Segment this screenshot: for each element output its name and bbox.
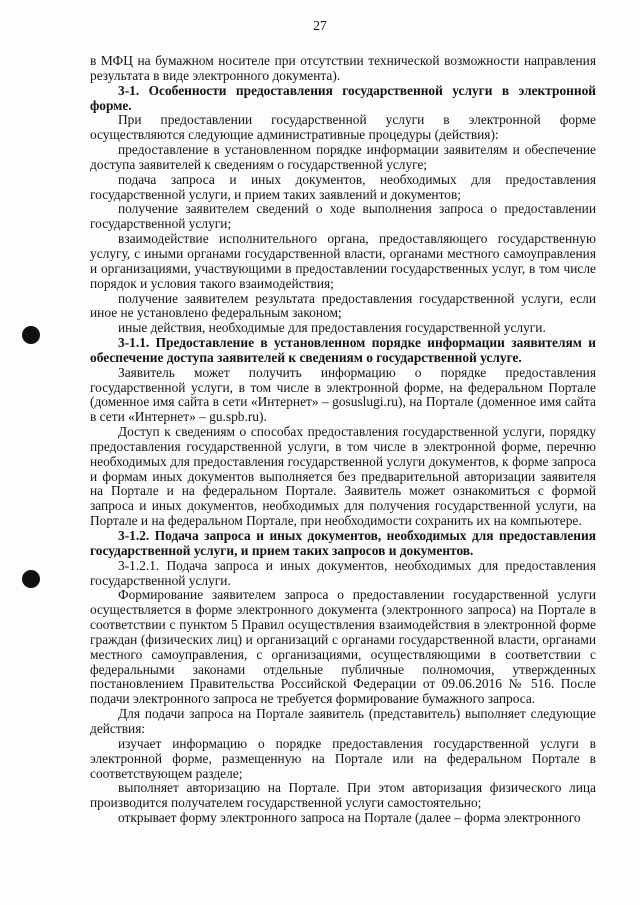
paragraph: получение заявителем сведений о ходе выполнения запроса о предоставлении государственной услуги; <box>90 201 596 232</box>
punch-hole-bottom <box>22 570 40 588</box>
page-number: 27 <box>313 18 327 33</box>
paragraph: Формирование заявителем запроса о предоставлении государственной услуги осуществляется в форме электронного документа (электронного запроса) на Портале в соответствии с пунктом 5 Правил осуществления взаимодействия в электронной форме граждан (физических лиц) и организаций с органами государственной власти, органами местного самоуправления, с организациями, осуществляющими в соответствии с федеральными законами отдельные публичные полномочия, утвержденных постановлением Правительства Российской Федерации от 09.06.2016 № 516. После подачи электронного запроса не требуется формирование бумажного запроса. <box>90 587 596 707</box>
paragraph: Доступ к сведениям о способах предоставления государственной услуги, порядку предоставления государственной услуги, в том числе в электронной форме, перечню необходимых для предоставления государственной услуги документов, к форме запроса и формам иных документов выполняется без предварительной авторизации заявителя на Портале и на федеральном Портале. Заявитель может ознакомиться с формой запроса и иных документов, необходимых для получения государственной услуги, на Портале и на федеральном Портале, при необходимости сохранить их на компьютере. <box>90 424 596 529</box>
paragraph: иные действия, необходимые для предоставления государственной услуги. <box>118 320 546 336</box>
paragraph: Для подачи запроса на Портале заявитель (представитель) выполняет следующие действия: <box>90 706 596 736</box>
paragraph: 3-1.2. Подача запроса и иных документов, необходимых для предоставления государственной услуги, и прием таких запросов и документов. <box>90 528 596 558</box>
paragraph: изучает информацию о порядке предоставления государственной услуги в электронной форме, размещенную на Портале или на федеральном Портале в соответствующем разделе; <box>90 735 596 781</box>
punch-hole-top <box>22 326 40 344</box>
paragraph: 3-1.2.1. Подача запроса и иных документов, необходимых для предоставления государственной услуги. <box>90 557 596 588</box>
paragraph: открывает форму электронного запроса на Портале (далее – форма электронного <box>118 810 581 826</box>
paragraph: Заявитель может получить информацию о порядке предоставления государственной услуги, в том числе в электронной форме, на федеральном Портале (доменное имя сайта в сети «Интернет» – gosuslugi.ru), на Портале (доменное имя сайта в сети «Интернет» – gu.spb.ru). <box>90 364 596 425</box>
paragraph: подача запроса и иных документов, необходимых для предоставления государственной услуги, и прием таких заявлений и документов; <box>90 171 596 202</box>
paragraph: в МФЦ на бумажном носителе при отсутствии технической возможности направления результата в виде электронного документа). <box>90 53 596 83</box>
paragraph: получение заявителем результата предоставления государственной услуги, если иное не установлено федеральным законом; <box>90 290 596 321</box>
paragraph: 3-1. Особенности предоставления государственной услуги в электронной форме. <box>90 82 596 113</box>
document-body <box>90 54 596 826</box>
paragraph: 3-1.1. Предоставление в установленном порядке информации заявителям и обеспечение доступа заявителей к сведениям о государственной услуге. <box>90 335 596 365</box>
paragraph: При предоставлении государственной услуги в электронной форме осуществляются следующие административные процедуры (действия): <box>90 112 596 143</box>
paragraph: выполняет авторизацию на Портале. При этом авторизация физического лица производится получателем государственной услуги самостоятельно; <box>90 780 596 811</box>
paragraph: предоставление в установленном порядке информации заявителям и обеспечение доступа заявителей к сведениям о государственной услуге; <box>90 142 596 172</box>
paragraph: взаимодействие исполнительного органа, предоставляющего государственную услугу, с иными органами государственной власти, органами местного самоуправления и организациями, участвующими в предоставлении государственных услуг, в том числе порядок и условия такого взаимодействия; <box>90 231 596 291</box>
